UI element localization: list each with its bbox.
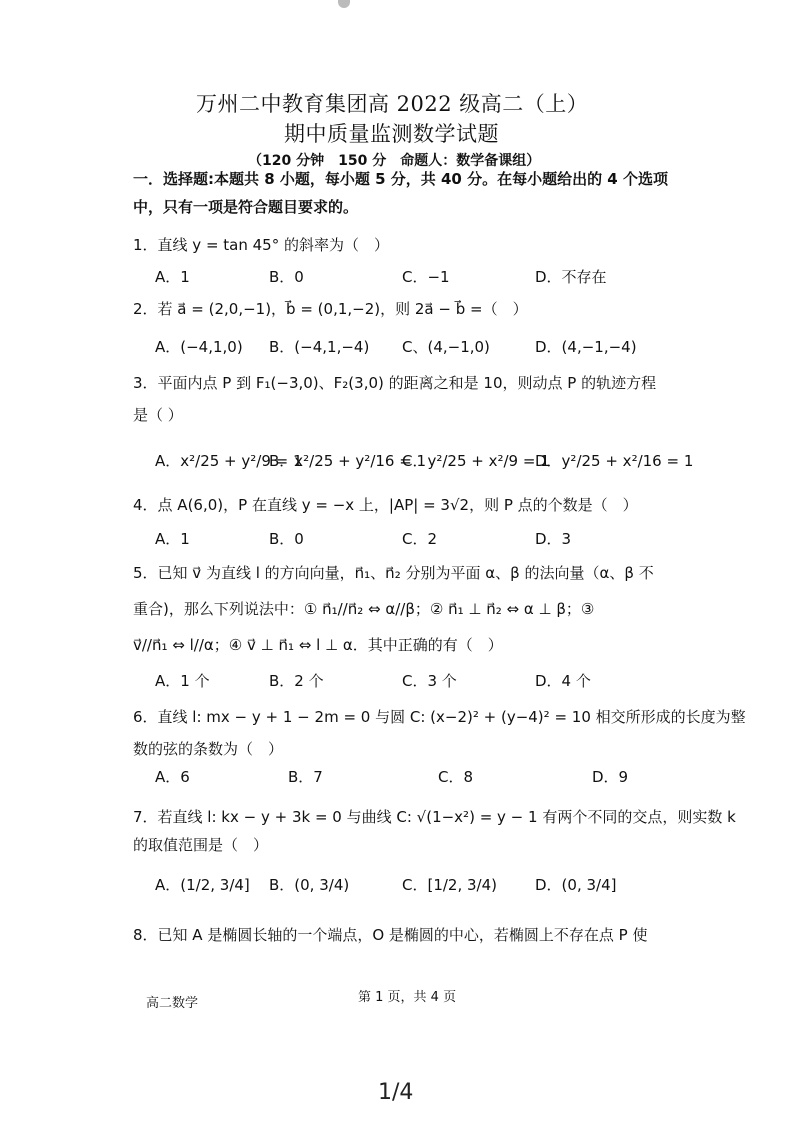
exam-meta: （120 分钟 150 分 命题人：数学备课组）: [248, 153, 541, 169]
question-2-option-d: D．(4,−1,−4): [535, 338, 637, 356]
question-2-stem: 2．若 a⃗ = (2,0,−1)，b⃗ = (0,1,−2)，则 2a⃗ − b⃗ =（ ）: [133, 300, 528, 318]
question-6-stem-line1: 6．直线 l: mx − y + 1 − 2m = 0 与圆 C: (x−2)² + (y−4)² = 10 相交所形成的长度为整: [133, 708, 746, 726]
question-7-stem-line2: 的取值范围是（ ）: [133, 836, 269, 854]
question-5-option-a: A．1 个: [155, 672, 210, 690]
question-6-option-b: B．7: [288, 768, 323, 786]
top-edge-mark: [338, 0, 350, 8]
footer-subject: 高二数学: [146, 996, 199, 1011]
question-2-option-b: B．(−4,1,−4): [269, 338, 370, 356]
question-5-stem-line3: v⃗//n⃗₁ ⇔ l//α；④ v⃗ ⊥ n⃗₁ ⇔ l ⊥ α．其中正确的有（ ）: [133, 636, 503, 654]
question-2-option-a: A．(−4,1,0): [155, 338, 243, 356]
question-6-option-d: D．9: [592, 768, 629, 786]
exam-title-line2: 期中质量监测数学试题: [284, 122, 499, 146]
question-2-option-c: C、(4,−1,0): [402, 338, 490, 356]
question-5-option-d: D．4 个: [535, 672, 591, 690]
question-7-option-c: C．[1/2, 3/4): [402, 876, 497, 894]
question-6-option-c: C．8: [438, 768, 474, 786]
section-heading-line2: 中，只有一项是符合题目要求的。: [133, 198, 359, 216]
question-7-option-a: A．(1/2, 3/4]: [155, 876, 250, 894]
question-4-option-c: C．2: [402, 530, 438, 548]
question-5-stem-line1: 5．已知 v⃗ 为直线 l 的方向向量，n⃗₁、n⃗₂ 分别为平面 α、β 的法向量（α、β 不: [133, 564, 654, 582]
question-3-option-c: C．y²/25 + x²/9 = 1: [402, 452, 550, 470]
question-7-option-b: B．(0, 3/4): [269, 876, 350, 894]
question-7-stem-line1: 7．若直线 l: kx − y + 3k = 0 与曲线 C: √(1−x²) = y − 1 有两个不同的交点，则实数 k: [133, 808, 736, 826]
section-heading-line1: 一．选择题:本题共 8 小题，每小题 5 分，共 40 分。在每小题给出的 4 个选项: [133, 170, 668, 188]
question-6-option-a: A．6: [155, 768, 190, 786]
question-1-option-c: C．−1: [402, 268, 450, 286]
question-8-stem: 8．已知 A 是椭圆长轴的一个端点，O 是椭圆的中心，若椭圆上不存在点 P 使: [133, 926, 648, 944]
question-3-stem-line1: 3．平面内点 P 到 F₁(−3,0)、F₂(3,0) 的距离之和是 10，则动点 P 的轨迹方程: [133, 374, 657, 392]
question-1-option-b: B．0: [269, 268, 304, 286]
question-4-option-a: A．1: [155, 530, 190, 548]
question-1-option-d: D．不存在: [535, 268, 607, 286]
question-4-option-b: B．0: [269, 530, 304, 548]
question-3-option-b: B．x²/25 + y²/16 = 1: [269, 452, 427, 470]
question-3-stem-line2: 是（ ）: [133, 406, 183, 424]
question-7-option-d: D．(0, 3/4]: [535, 876, 617, 894]
question-1-stem: 1．直线 y = tan 45° 的斜率为（ ）: [133, 236, 389, 254]
question-5-stem-line2: 重合)，那么下列说法中：① n⃗₁//n⃗₂ ⇔ α//β；② n⃗₁ ⊥ n⃗₂ ⇔ α ⊥ β；③: [133, 600, 595, 618]
question-3-option-d: D．y²/25 + x²/16 = 1: [535, 452, 694, 470]
question-5-option-b: B．2 个: [269, 672, 324, 690]
question-4-option-d: D．3: [535, 530, 572, 548]
question-5-option-c: C．3 个: [402, 672, 457, 690]
question-3-option-a: A．x²/25 + y²/9 = 1: [155, 452, 303, 470]
question-1-option-a: A．1: [155, 268, 190, 286]
exam-title-line1: 万州二中教育集团高 2022 级高二（上）: [196, 92, 589, 116]
footer-page-info: 第 1 页，共 4 页: [358, 990, 457, 1005]
page-indicator: 1/4: [378, 1080, 414, 1105]
question-6-stem-line2: 数的弦的条数为（ ）: [133, 740, 284, 758]
question-4-stem: 4．点 A(6,0)，P 在直线 y = −x 上，|AP| = 3√2，则 P 点的个数是（ ）: [133, 496, 638, 514]
